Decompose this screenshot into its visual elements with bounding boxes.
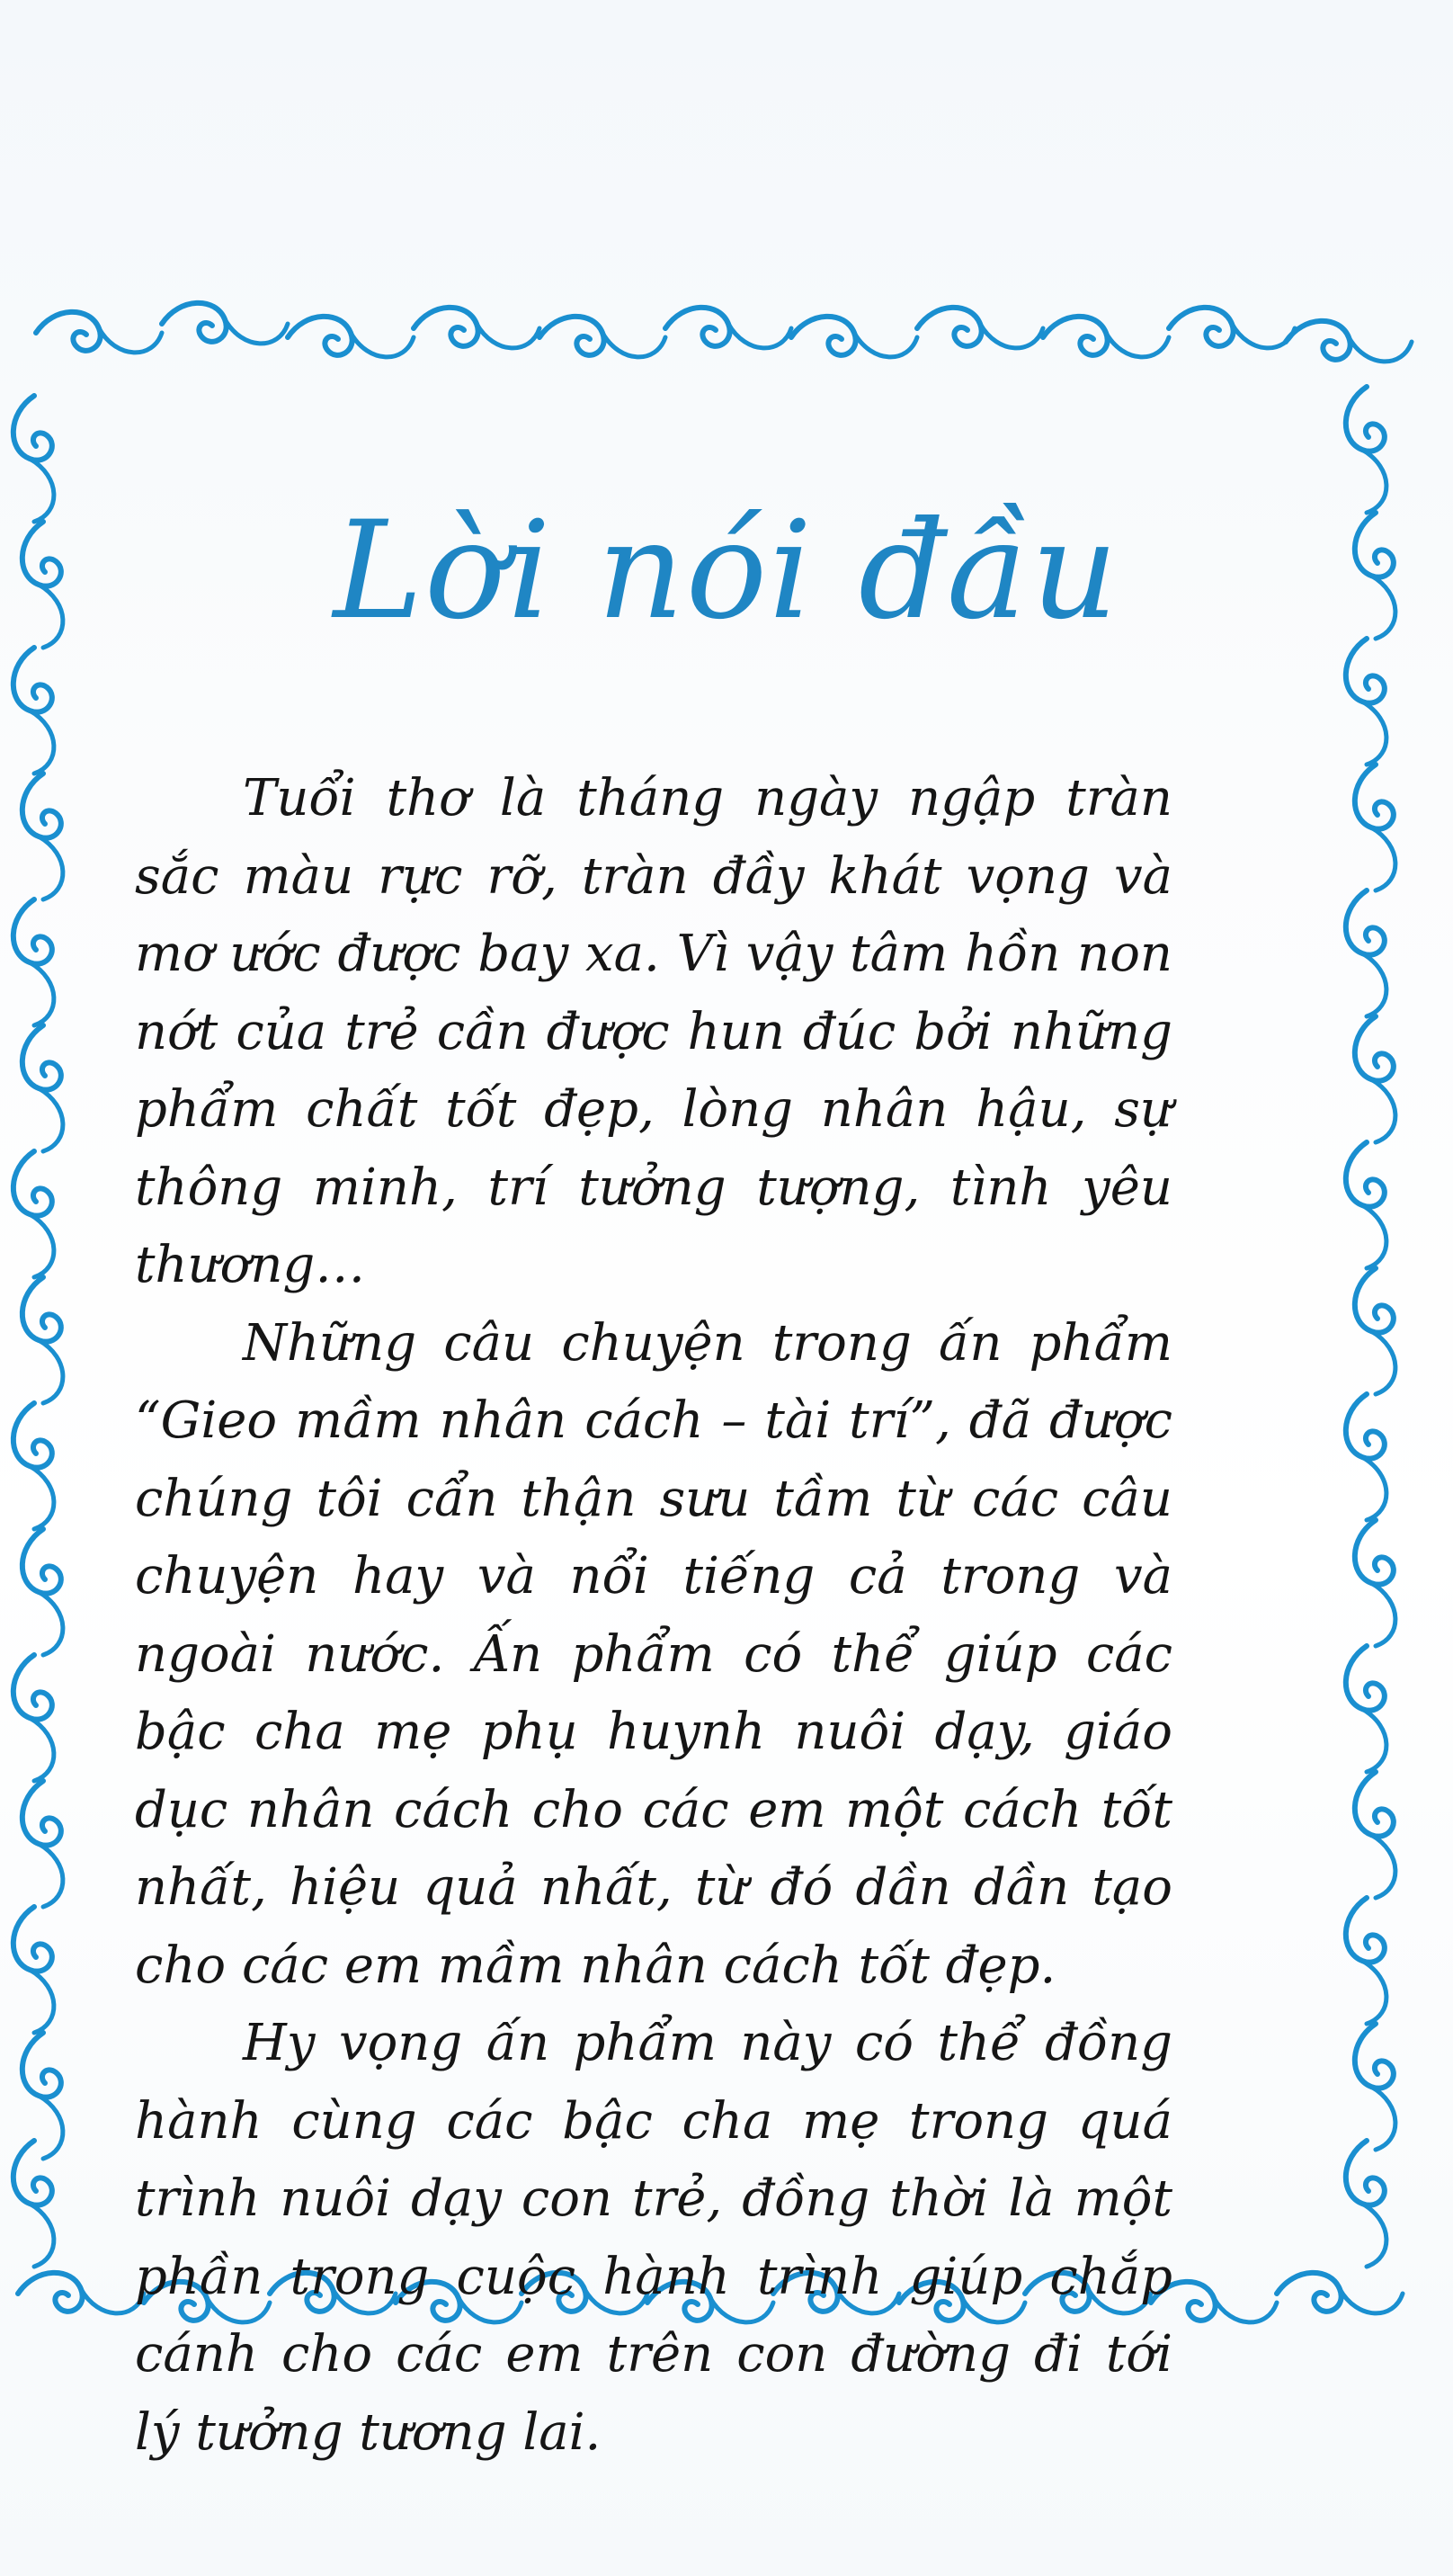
paragraph-3: Hy vọng ấn phẩm này có thể đồng hành cùng các bậc cha mẹ trong quá trình nuôi dạy con trẻ, đồng thời là một phần trong cuộc hành trình giúp chắp cánh cho các em trên con đường đi tới lý tưởng tương lai. bbox=[135, 2014, 1172, 2462]
paragraph-2: Những câu chuyện trong ấn phẩm “Gieo mầm nhân cách – tài trí”, đã được chúng tôi cẩn thận sưu tầm từ các câu chuyện hay và nổi tiếng cả trong và ngoài nước. Ấn phẩm có thể giúp các bậc cha mẹ phụ huynh nuôi dạy, giáo dục nhân cách cho các em một cách tốt nhất, hiệu quả nhất, từ đó dần dần tạo cho các em mầm nhân cách tốt đẹp. bbox=[135, 1313, 1172, 1995]
left-border bbox=[13, 396, 63, 2267]
paragraph-1: Tuổi thơ là tháng ngày ngập tràn sắc màu rực rỡ, tràn đầy khát vọng và mơ ước được bay xa. Vì vậy tâm hồn non nớt của trẻ cần được hun đúc bởi những phẩm chất tốt đẹp, lòng nhân hậu, sự thông minh, trí tưởng tượng, tình yêu thương… bbox=[135, 769, 1172, 1294]
right-border bbox=[1346, 387, 1395, 2267]
page-title: Lời nói đầu bbox=[333, 493, 1120, 649]
preface-body bbox=[135, 760, 1172, 2472]
top-border bbox=[36, 303, 1412, 362]
